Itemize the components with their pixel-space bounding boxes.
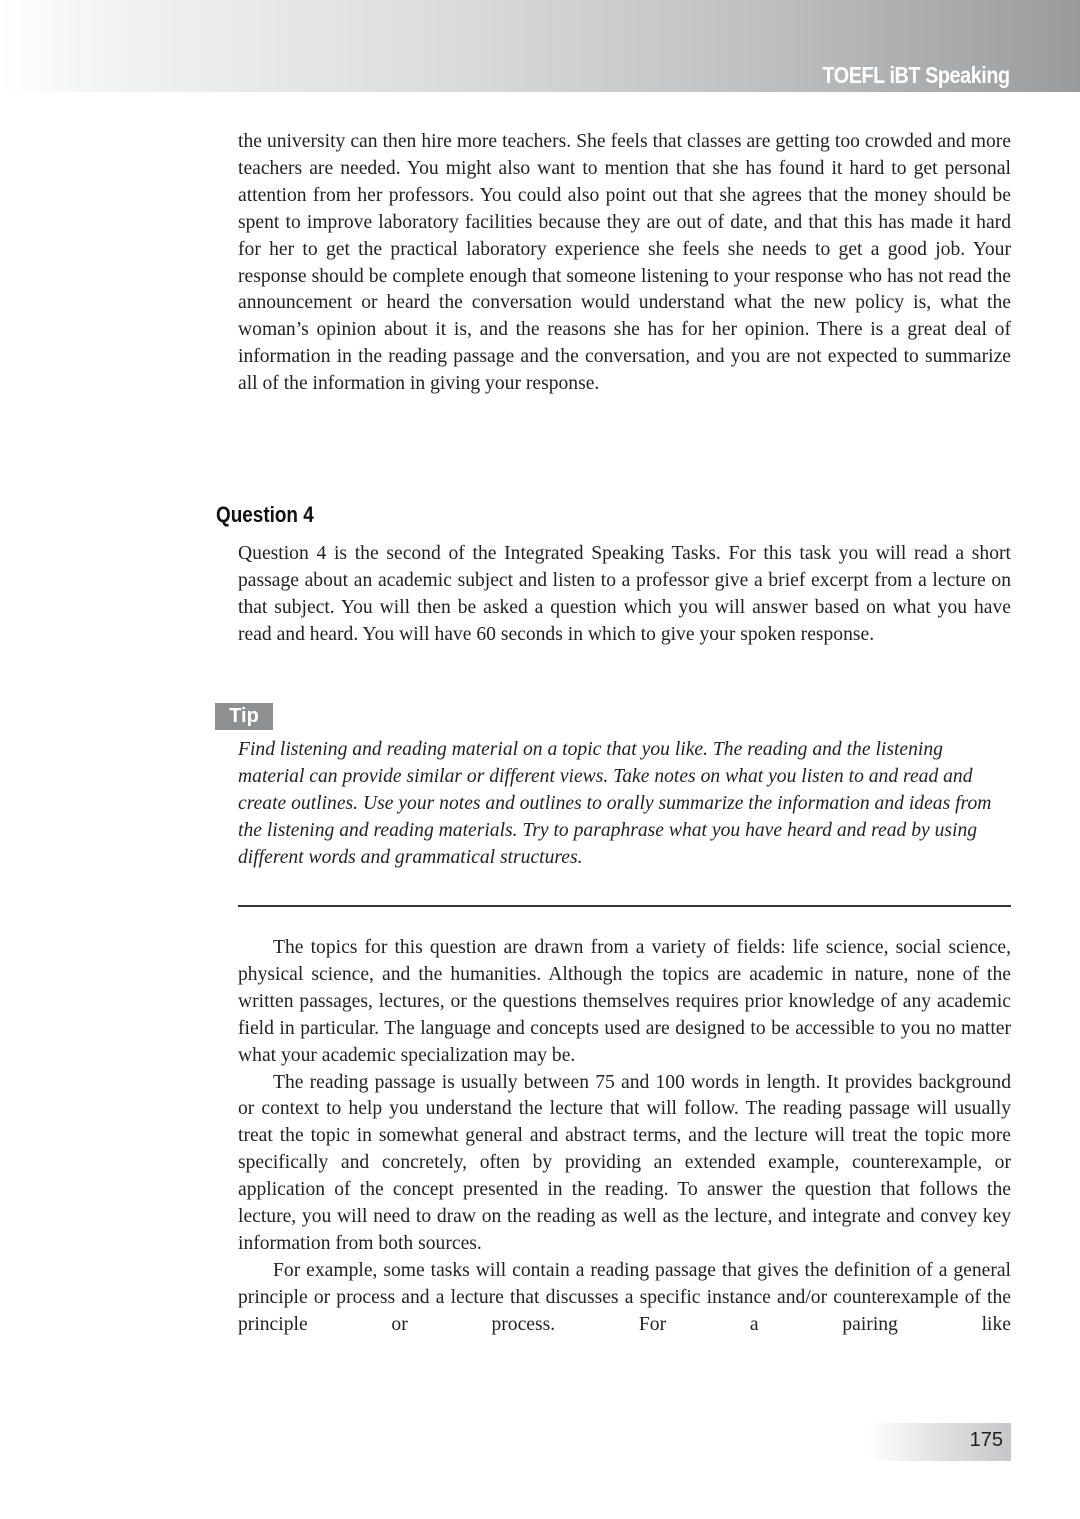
paragraph: The topics for this question are drawn from a variety of fields: life science, social science, physical science, and the humanities. Although the topics are academic in nature, none of the written passages, lectures, or the questions themselves requires prior knowledge of any academic field in particular. The language and concepts used are designed to be accessible to you no matter what your academic specialization may be. xyxy=(238,937,1011,1066)
section-heading: Question 4 xyxy=(216,502,314,527)
tip-badge: Tip xyxy=(215,703,273,730)
continuation-text xyxy=(238,129,1011,398)
divider xyxy=(238,905,1011,907)
tip-text: Find listening and reading material on a topic that you like. The reading and the listening material can provide similar or different views. Take notes on what you listen to and read and create outlines. Use your notes and outlines to orally summarize the information and ideas from the listening and reading materials. Try to paraphrase what you have heard and read by using different words and grammatical structures. xyxy=(238,739,992,868)
page-number: 175 xyxy=(969,1429,1003,1451)
paragraph: the university can then hire more teachers. She feels that classes are getting too crowded and more teachers are needed. You might also want to mention that she has found it hard to get personal attention from her professors. You could also point out that she agrees that the money should be spent to improve laboratory facilities because they are out of date, and that this has made it hard for her to get the practical laboratory experience she feels she needs to get a good job. Your response should be complete enough that someone listening to your response who has not read the announcement or heard the conversation would understand what the new policy is, what the woman’s opinion about it is, and the reasons she has for her opinion. There is a great deal of information in the reading passage and the conversation, and you are not expected to summarize all of the information in giving your response. xyxy=(238,131,1011,395)
page-number-band xyxy=(868,1423,1011,1461)
header-band xyxy=(0,0,1080,92)
body-text xyxy=(238,935,1011,1339)
running-title: TOEFL iBT Speaking xyxy=(822,62,1010,88)
paragraph: The reading passage is usually between 75 and 100 words in length. It provides background or context to help you understand the lecture that will follow. The reading passage will usually treat the topic in somewhat general and abstract terms, and the lecture will treat the topic more specifically and concretely, often by providing an extended example, counterexample, or application of the concept presented in the reading. To answer the question that follows the lecture, you will need to draw on the reading as well as the lecture, and integrate and convey key information from both sources. xyxy=(238,1071,1011,1254)
section-intro xyxy=(238,541,1011,649)
paragraph: Question 4 is the second of the Integrated Speaking Tasks. For this task you will read a short passage about an academic subject and listen to a professor give a brief excerpt from a lecture on that subject. You will then be asked a question which you will answer based on what you have read and heard. You will have 60 seconds in which to give your spoken response. xyxy=(238,543,1011,645)
paragraph: For example, some tasks will contain a reading passage that gives the definition of a general principle or process and a lecture that discusses a specific instance and/or counterexample of the principle or process. For a pairing like xyxy=(238,1259,1011,1335)
